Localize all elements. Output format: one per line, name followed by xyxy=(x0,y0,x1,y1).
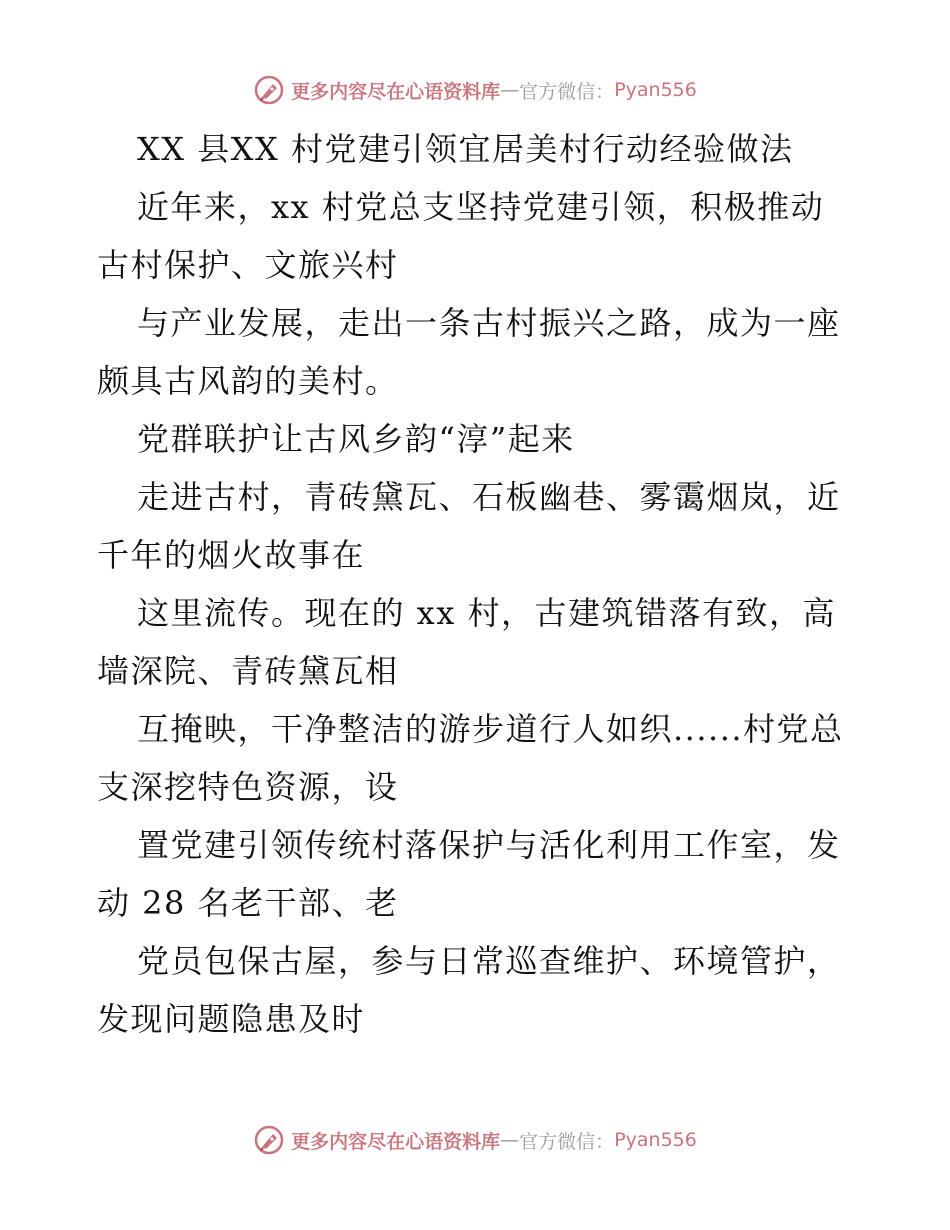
header-watermark-banner xyxy=(0,74,950,106)
paragraph: 置党建引领传统村落保护与活化利用工作室，发动 28 名老干部、老 xyxy=(97,826,841,922)
banner-wechat-id: Pyan556 xyxy=(614,79,697,101)
footer-watermark-banner xyxy=(0,1124,950,1156)
banner-main-text: 更多内容尽在心语资料库 xyxy=(291,80,501,103)
paragraph: 与产业发展，走出一条古村振兴之路，成为一座颇具古风韵的美村。 xyxy=(97,304,841,400)
paragraph: 近年来，xx 村党总支坚持党建引领，积极推动古村保护、文旅兴村 xyxy=(97,188,825,284)
banner-dash: — xyxy=(500,1129,520,1151)
document-body xyxy=(97,120,857,1048)
paragraph: 互掩映，干净整洁的游步道行人如织......村党总支深挖特色资源，设 xyxy=(97,710,844,806)
banner-wechat-label: 官方微信： xyxy=(519,1130,615,1153)
section-heading: 党群联护让古风乡韵“淳”起来 xyxy=(137,420,575,458)
document-title: XX 县XX 村党建引领宜居美村行动经验做法 xyxy=(137,130,794,168)
paragraph: 这里流传。现在的 xx 村，古建筑错落有致，高墙深院、青砖黛瓦相 xyxy=(97,594,836,690)
banner-wechat-id: Pyan556 xyxy=(614,1129,697,1151)
banner-wechat-label: 官方微信： xyxy=(519,80,615,103)
banner-main-text: 更多内容尽在心语资料库 xyxy=(291,1130,501,1153)
paragraph: 党员包保古屋，参与日常巡查维护、环境管护，发现问题隐患及时 xyxy=(97,942,841,1038)
pen-nib-logo-icon xyxy=(253,1124,285,1156)
pen-nib-logo-icon xyxy=(253,74,285,106)
banner-dash: — xyxy=(500,79,520,101)
paragraph: 走进古村，青砖黛瓦、石板幽巷、雾霭烟岚，近千年的烟火故事在 xyxy=(97,478,841,574)
